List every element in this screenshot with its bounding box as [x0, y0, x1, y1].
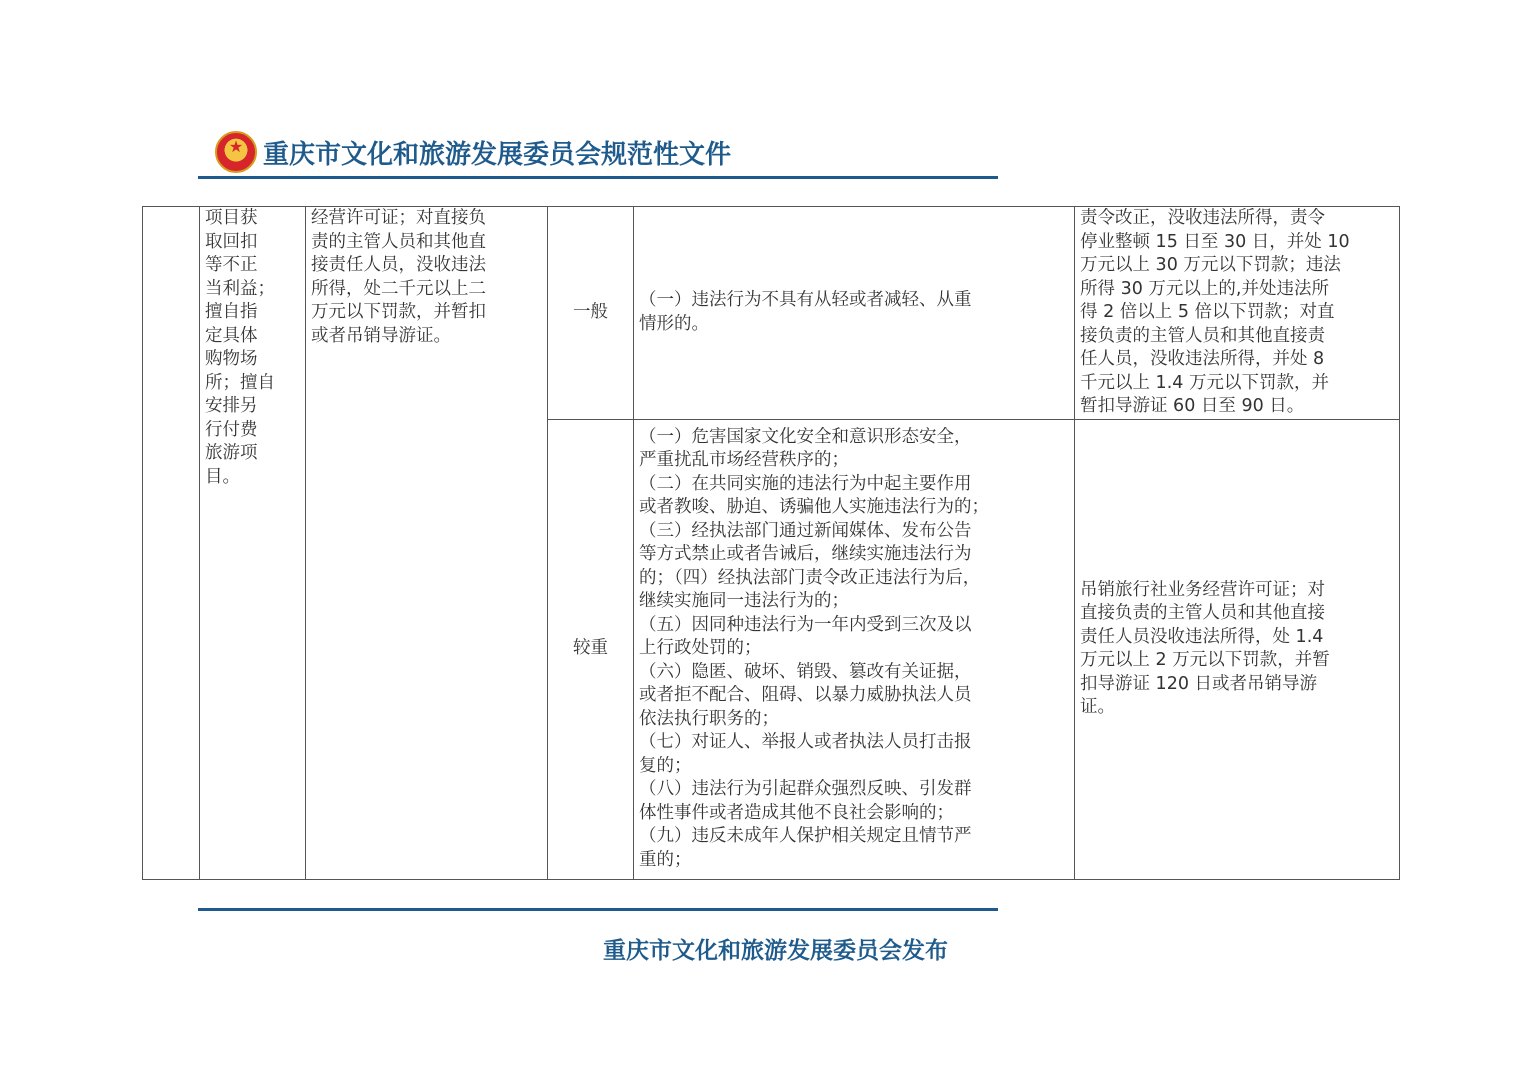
footer-rule — [198, 908, 998, 911]
table-row — [143, 207, 1400, 420]
penalty-cell-serious: 吊销旅行社业务经营许可证；对 直接负责的主管人员和其他直接 责任人员没收违法所得，处 1.4 万元以上 2 万元以下罚款，并暂 扣导游证 120 日或者吊销导游 证。 — [1075, 419, 1400, 879]
index-cell — [143, 207, 200, 880]
penalty-table — [142, 206, 1400, 880]
legal-provision-cell: 经营许可证；对直接负 责的主管人员和其他直 接责任人员，没收违法 所得，处二千元以上二 万元以下罚款，并暂扣 或者吊销导游证。 — [306, 207, 548, 880]
document-header — [215, 130, 731, 174]
circumstance-cell-general: （一）违法行为不具有从轻或者减轻、从重 情形的。 — [634, 207, 1075, 420]
header-title: 重庆市文化和旅游发展委员会规范性文件 — [263, 139, 732, 170]
national-emblem-icon — [215, 131, 257, 173]
violation-cell: 项目获 取回扣 等不正 当利益； 擅自指 定具体 购物场 所；擅自 安排另 行付费 旅游项 目。 — [200, 207, 306, 880]
level-cell-serious: 较重 — [548, 419, 634, 879]
footer-title: 重庆市文化和旅游发展委员会发布 — [603, 937, 948, 964]
circumstance-cell-serious: （一）危害国家文化安全和意识形态安全， 严重扰乱市场经营秩序的； （二）在共同实施的违法行为中起主要作用 或者教唆、胁迫、诱骗他人实施违法行为的； （三）经执法部门通过新闻媒体、发布公告 等方式禁止或者告诫后，继续实施违法行为 的；（四）经执法部门责令改正违法行为后， 继续实施同一违法行为的； （五）因同种违法行为一年内受到三次及以 上行政处罚的； （六）隐匿、破坏、销毁、篡改有关证据， 或者拒不配合、阻碍、以暴力威胁执法人员 依法执行职务的； （七）对证人、举报人或者执法人员打击报 复的； （八）违法行为引起群众强烈反映、引发群 体性事件或者造成其他不良社会影响的； （九）违反未成年人保护相关规定且情节严 重的； — [634, 419, 1075, 879]
level-cell-general: 一般 — [548, 207, 634, 420]
header-rule — [198, 176, 998, 179]
penalty-cell-general: 责令改正，没收违法所得，责令 停业整顿 15 日至 30 日，并处 10 万元以上 30 万元以下罚款；违法 所得 30 万元以上的,并处违法所 得 2 倍以上 5 倍以下罚款；对直 接负责的主管人员和其他直接责 任人员，没收违法所得，并处 8 千元以上 1.4 万元以下罚款，并 暂扣导游证 60 日至 90 日。 — [1075, 207, 1400, 420]
